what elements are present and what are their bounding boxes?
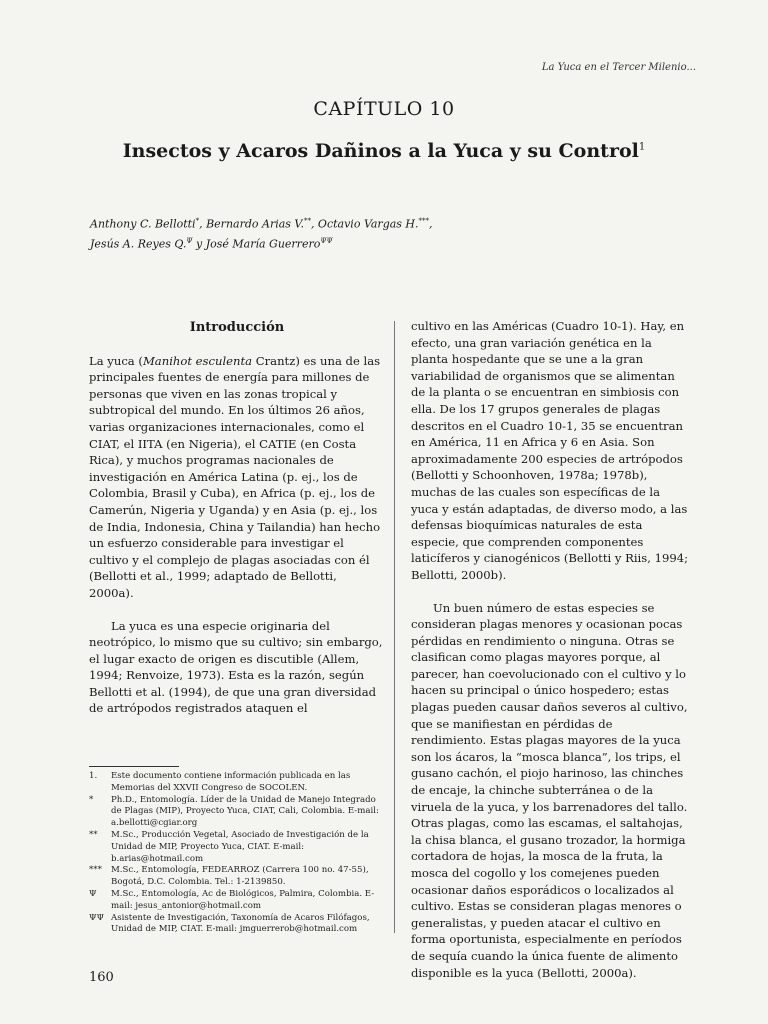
- footnote-mark: Ψ: [89, 888, 97, 899]
- footnote-text: Asistente de Investigación, Taxonomía de Acaros Filófagos, Unidad de MIP, CIAT. E-mail: jmguerrerob@hotmail.com: [111, 912, 370, 935]
- running-head: La Yuca en el Tercer Milenio...: [541, 62, 696, 73]
- footnote-mark: **: [89, 829, 98, 840]
- author-mark: *: [195, 217, 200, 225]
- footnote: [89, 913, 385, 937]
- footnote-text: M.Sc., Entomología, FEDEARROZ (Carrera 100 no. 47-55), Bogotá, D.C. Colombia. Tel.: 1-2139850.: [111, 865, 369, 888]
- author-line-1: [90, 213, 690, 233]
- footnote: [89, 771, 385, 795]
- author-name: , Bernardo Arias V.: [199, 217, 304, 231]
- author-mark: Ψ: [186, 236, 193, 245]
- title-footnote-mark: 1: [638, 141, 646, 153]
- chapter-title-text: Insectos y Acaros Dañinos a la Yuca y su Control: [122, 140, 639, 162]
- author-name: Jesús A. Reyes Q.: [90, 237, 187, 251]
- left-column: [89, 320, 385, 717]
- footnote-mark: 1.: [89, 771, 98, 781]
- footnote: [89, 830, 385, 865]
- paragraph: cultivo en las Américas (Cuadro 10-1). Hay, en efecto, una gran variación genética en la planta hospedante que se une a la gran variabilidad de organismos que se alimentan de la planta o se encuentran en simbiosis con ella. De los 17 grupos generales de plagas descritos en el Cuadro 10-1, 35 se encuentran en América, 11 en Africa y 6 en Asia. Son aproximadamente 200 especies de artrópodos (Bellotti y Schoonhoven, 1978a; 1978b), muchas de las cuales son específicas de la yuca y están adaptadas, de diverso modo, a las defensas bioquímicas naturales de esta especie, que comprenden componentes laticíferos y cianogénicos (Bellotti y Riis, 1994; Bellotti, 2000b).: [411, 319, 688, 582]
- footnote: [89, 795, 385, 830]
- author-mark: ***: [418, 217, 430, 225]
- author-name: , Octavio Vargas H.: [310, 217, 419, 231]
- page-number: 160: [89, 970, 114, 985]
- right-column: [411, 318, 691, 981]
- footnote-text: M.Sc., Entomología, Ac de Biológicos, Palmira, Colombia. E-mail: jesus_antonior@hotmail.com: [111, 888, 375, 911]
- author-mark: ΨΨ: [320, 236, 333, 245]
- footnote-rule: [89, 766, 179, 767]
- footnotes: [89, 771, 385, 936]
- footnote: [89, 889, 385, 913]
- author-line-2: [90, 233, 690, 253]
- section-heading: Introducción: [189, 320, 285, 335]
- author-separator: ,: [429, 217, 433, 231]
- chapter-title: [0, 140, 768, 162]
- footnote-text: M.Sc., Producción Vegetal, Asociado de Investigación de la Unidad de MIP, Proyecto Yuca, CIAT. E-mail: b.arias@hotmail.com: [111, 829, 369, 864]
- footnote: [89, 865, 385, 889]
- paragraph: La yuca es una especie originaria del neotrópico, lo mismo que su cultivo; sin embargo, el lugar exacto de origen es discutible (Allem, 1994; Renvoize, 1973). Esta es la razón, según Bellotti et al. (1994), de que una gran diversidad de artrópodos registrados ataquen el: [89, 618, 383, 716]
- footnote-mark: *: [89, 794, 94, 805]
- column-divider: [394, 321, 395, 933]
- chapter-label: CAPÍTULO 10: [313, 98, 455, 120]
- author-list: [90, 213, 690, 252]
- paragraph: Un buen número de estas especies se consideran plagas menores y ocasionan pocas pérdidas en rendimiento o ninguna. Otras se clasifican como plagas mayores porque, al parecer, han coevolucionado con el cultivo y lo hacen su principal o único hospedero; estas plagas pueden causar daños severos al cultivo, que se manifiestan en pérdidas de rendimiento. Estas plagas mayores de la yuca son los ácaros, la “mosca blanca”, los trips, el gusano cachón, el piojo harinoso, las chinches de encaje, la chinche subterránea o de la viruela de la yuca, y los barrenadores del tallo. Otras plagas, como las escamas, el saltahojas, la chisa blanca, el gusano trozador, la hormiga cortadora de hojas, la mosca de la fruta, la mosca del cogollo y los comejenes pueden ocasionar daños esporádicos o localizados al cultivo. Estas se consideran plagas menores o generalistas, y pueden atacar el cultivo en forma oportunista, especialmente en períodos de sequía cuando la única fuente de alimento disponible es la yuca (Bellotti, 2000a).: [411, 600, 688, 980]
- author-name: Anthony C. Bellotti: [90, 217, 196, 231]
- author-name: y José María Guerrero: [192, 237, 321, 251]
- footnote-text: Este documento contiene información publicada en las Memorias del XXVII Congreso de SOCOLEN.: [111, 771, 351, 793]
- species-name: Manihot esculenta: [142, 353, 253, 368]
- paragraph-text: Crantz) es una de las principales fuentes de energía para millones de personas que viven en las zonas tropical y subtropical del mundo. En los últimos 26 años, varias organizaciones internacionales, como el CIAT, el IITA (en Nigeria), el CATIE (en Costa Rica), y muchos programas nacionales de investigación en América Latina (p. ej., los de Colombia, Brasil y Cuba), en Africa (p. ej., los de Camerún, Nigeria y Uganda) y en Asia (p. ej., los de India, Indonesia, China y Tailandia) han hecho un esfuerzo considerable para investigar el cultivo y el complejo de plagas asociadas con él (Bellotti et al., 1999; adaptado de Bellotti, 2000a).: [89, 353, 381, 600]
- footnote-mark: ***: [89, 865, 102, 876]
- paragraph: [89, 353, 385, 602]
- footnote-text: Ph.D., Entomología. Líder de la Unidad de Manejo Integrado de Plagas (MIP), Proyecto Yuca, CIAT, Cali, Colombia. E-mail: a.bellotti@cgiar.org: [111, 794, 379, 829]
- paragraph-text: La yuca (: [89, 353, 143, 368]
- author-mark: **: [303, 217, 311, 225]
- footnote-mark: ΨΨ: [89, 912, 105, 923]
